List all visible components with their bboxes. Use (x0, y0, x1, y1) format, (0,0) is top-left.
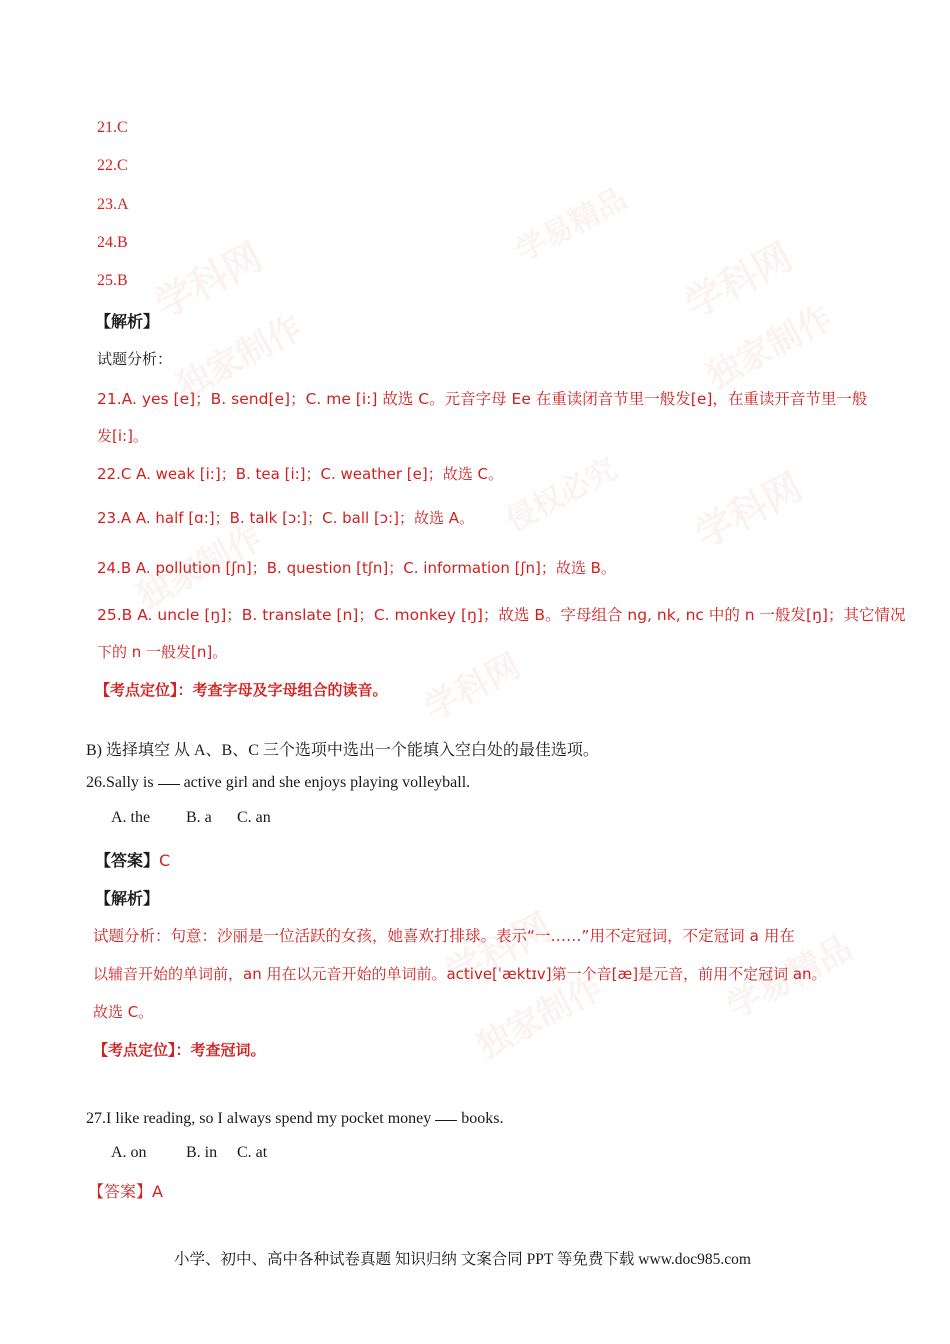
page-footer: 小学、初中、高中各种试卷真题 知识归纳 文案合同 PPT 等免费下载 www.doc985.com (174, 1251, 751, 1268)
answer-blank (158, 783, 180, 785)
question-26-exam-point: 【考点定位】：考查冠词。 (93, 1041, 266, 1059)
watermark-mark: 学科网 (147, 234, 270, 327)
question-27-stem-after: books. (457, 1110, 504, 1127)
watermark-mark: 学科网 (677, 234, 800, 327)
watermark-mark: 独家制作 (700, 298, 840, 398)
question-26-analysis-line3: 故选 C。 (93, 1003, 154, 1021)
analysis-subheading: 试题分析： (97, 350, 173, 368)
question-27-stem-before: 27.I like reading, so I always spend my pocket money (86, 1110, 436, 1127)
watermark-mark: 学易精品 (720, 928, 860, 1028)
answer-value: C (159, 851, 171, 870)
answer-line: 25.B (97, 272, 128, 289)
watermark-mark: 学科网 (687, 464, 810, 557)
question-26-stem (86, 774, 470, 792)
analysis-q21-line1: 21.A. yes [e]；B. send[e]；C. me [i:] 故选 C。元音字母 Ee 在重读闭音节里一般发[e]，在重读开音节里一般 (97, 390, 868, 408)
answer-line: 24.B (97, 234, 128, 251)
question-27-option-b: B. in (186, 1144, 218, 1161)
question-27-stem (86, 1110, 503, 1128)
analysis-q22: 22.C A. weak [i:]；B. tea [i:]；C. weather [e]；故选 C。 (97, 465, 503, 483)
question-26-option-c: C. an (237, 809, 271, 826)
question-27-option-c: C. at (237, 1144, 268, 1161)
answer-value: A (152, 1182, 163, 1201)
answer-label: 【答案】 (88, 1182, 153, 1201)
analysis-heading: 【解析】 (95, 312, 160, 331)
answer-line: 21.C (97, 119, 128, 136)
question-27-answer (88, 1179, 163, 1202)
watermark-mark: 学科网 (437, 904, 560, 997)
question-26-stem-before: 26.Sally is (86, 774, 158, 791)
answer-blank (435, 1119, 457, 1121)
analysis-q21-line2: 发[i:]。 (97, 427, 148, 445)
question-26-analysis-line1: 试题分析：句意：沙丽是一位活跃的女孩，她喜欢打排球。表示“一……”用不定冠词，不定冠词 a 用在 (93, 927, 795, 945)
answer-line: 22.C (97, 157, 128, 174)
question-26-option-b: B. a (186, 809, 212, 826)
question-27-option-a: A. on (111, 1144, 147, 1161)
watermark-mark: 学易精品 (510, 181, 633, 269)
answer-label: 【答案】 (95, 851, 160, 870)
watermark-mark: 独家制作 (470, 968, 610, 1068)
question-26-option-a: A. the (111, 809, 151, 826)
question-26-stem-after: active girl and she enjoys playing volleyball. (179, 774, 471, 791)
watermark-mark: 独家制作 (170, 308, 310, 408)
answer-line: 23.A (97, 196, 129, 213)
analysis-q23: 23.A A. half [ɑ:]；B. talk [ɔ:]；C. ball [ɔ:]；故选 A。 (97, 509, 474, 527)
analysis-q25-line2: 下的 n 一般发[n]。 (97, 643, 228, 661)
question-26-answer (95, 848, 170, 871)
watermark-mark: 学科网 (418, 645, 528, 730)
question-26-analysis-line2: 以辅音开始的单词前，an 用在以元音开始的单词前。active[ˈæktɪv]第一个音[æ]是元音，前用不定冠词 an。 (93, 965, 827, 983)
question-26-analysis-heading: 【解析】 (95, 889, 160, 908)
section-heading: B) 选择填空 从 A、B、C 三个选项中选出一个能填入空白处的最佳选项。 (86, 742, 599, 759)
exam-point: 【考点定位】：考查字母及字母组合的读音。 (95, 681, 388, 699)
watermark-mark: 侵权必究 (500, 451, 623, 539)
analysis-q25-line1: 25.B A. uncle [ŋ]；B. translate [n]；C. monkey [ŋ]；故选 B。字母组合 ng, nk, nc 中的 n 一般发[ŋ]；其它情况 (97, 606, 906, 624)
analysis-q24: 24.B A. pollution [ʃn]；B. question [tʃn]；C. information [ʃn]；故选 B。 (97, 559, 616, 577)
watermark-mark: 独家制作 (130, 518, 270, 618)
